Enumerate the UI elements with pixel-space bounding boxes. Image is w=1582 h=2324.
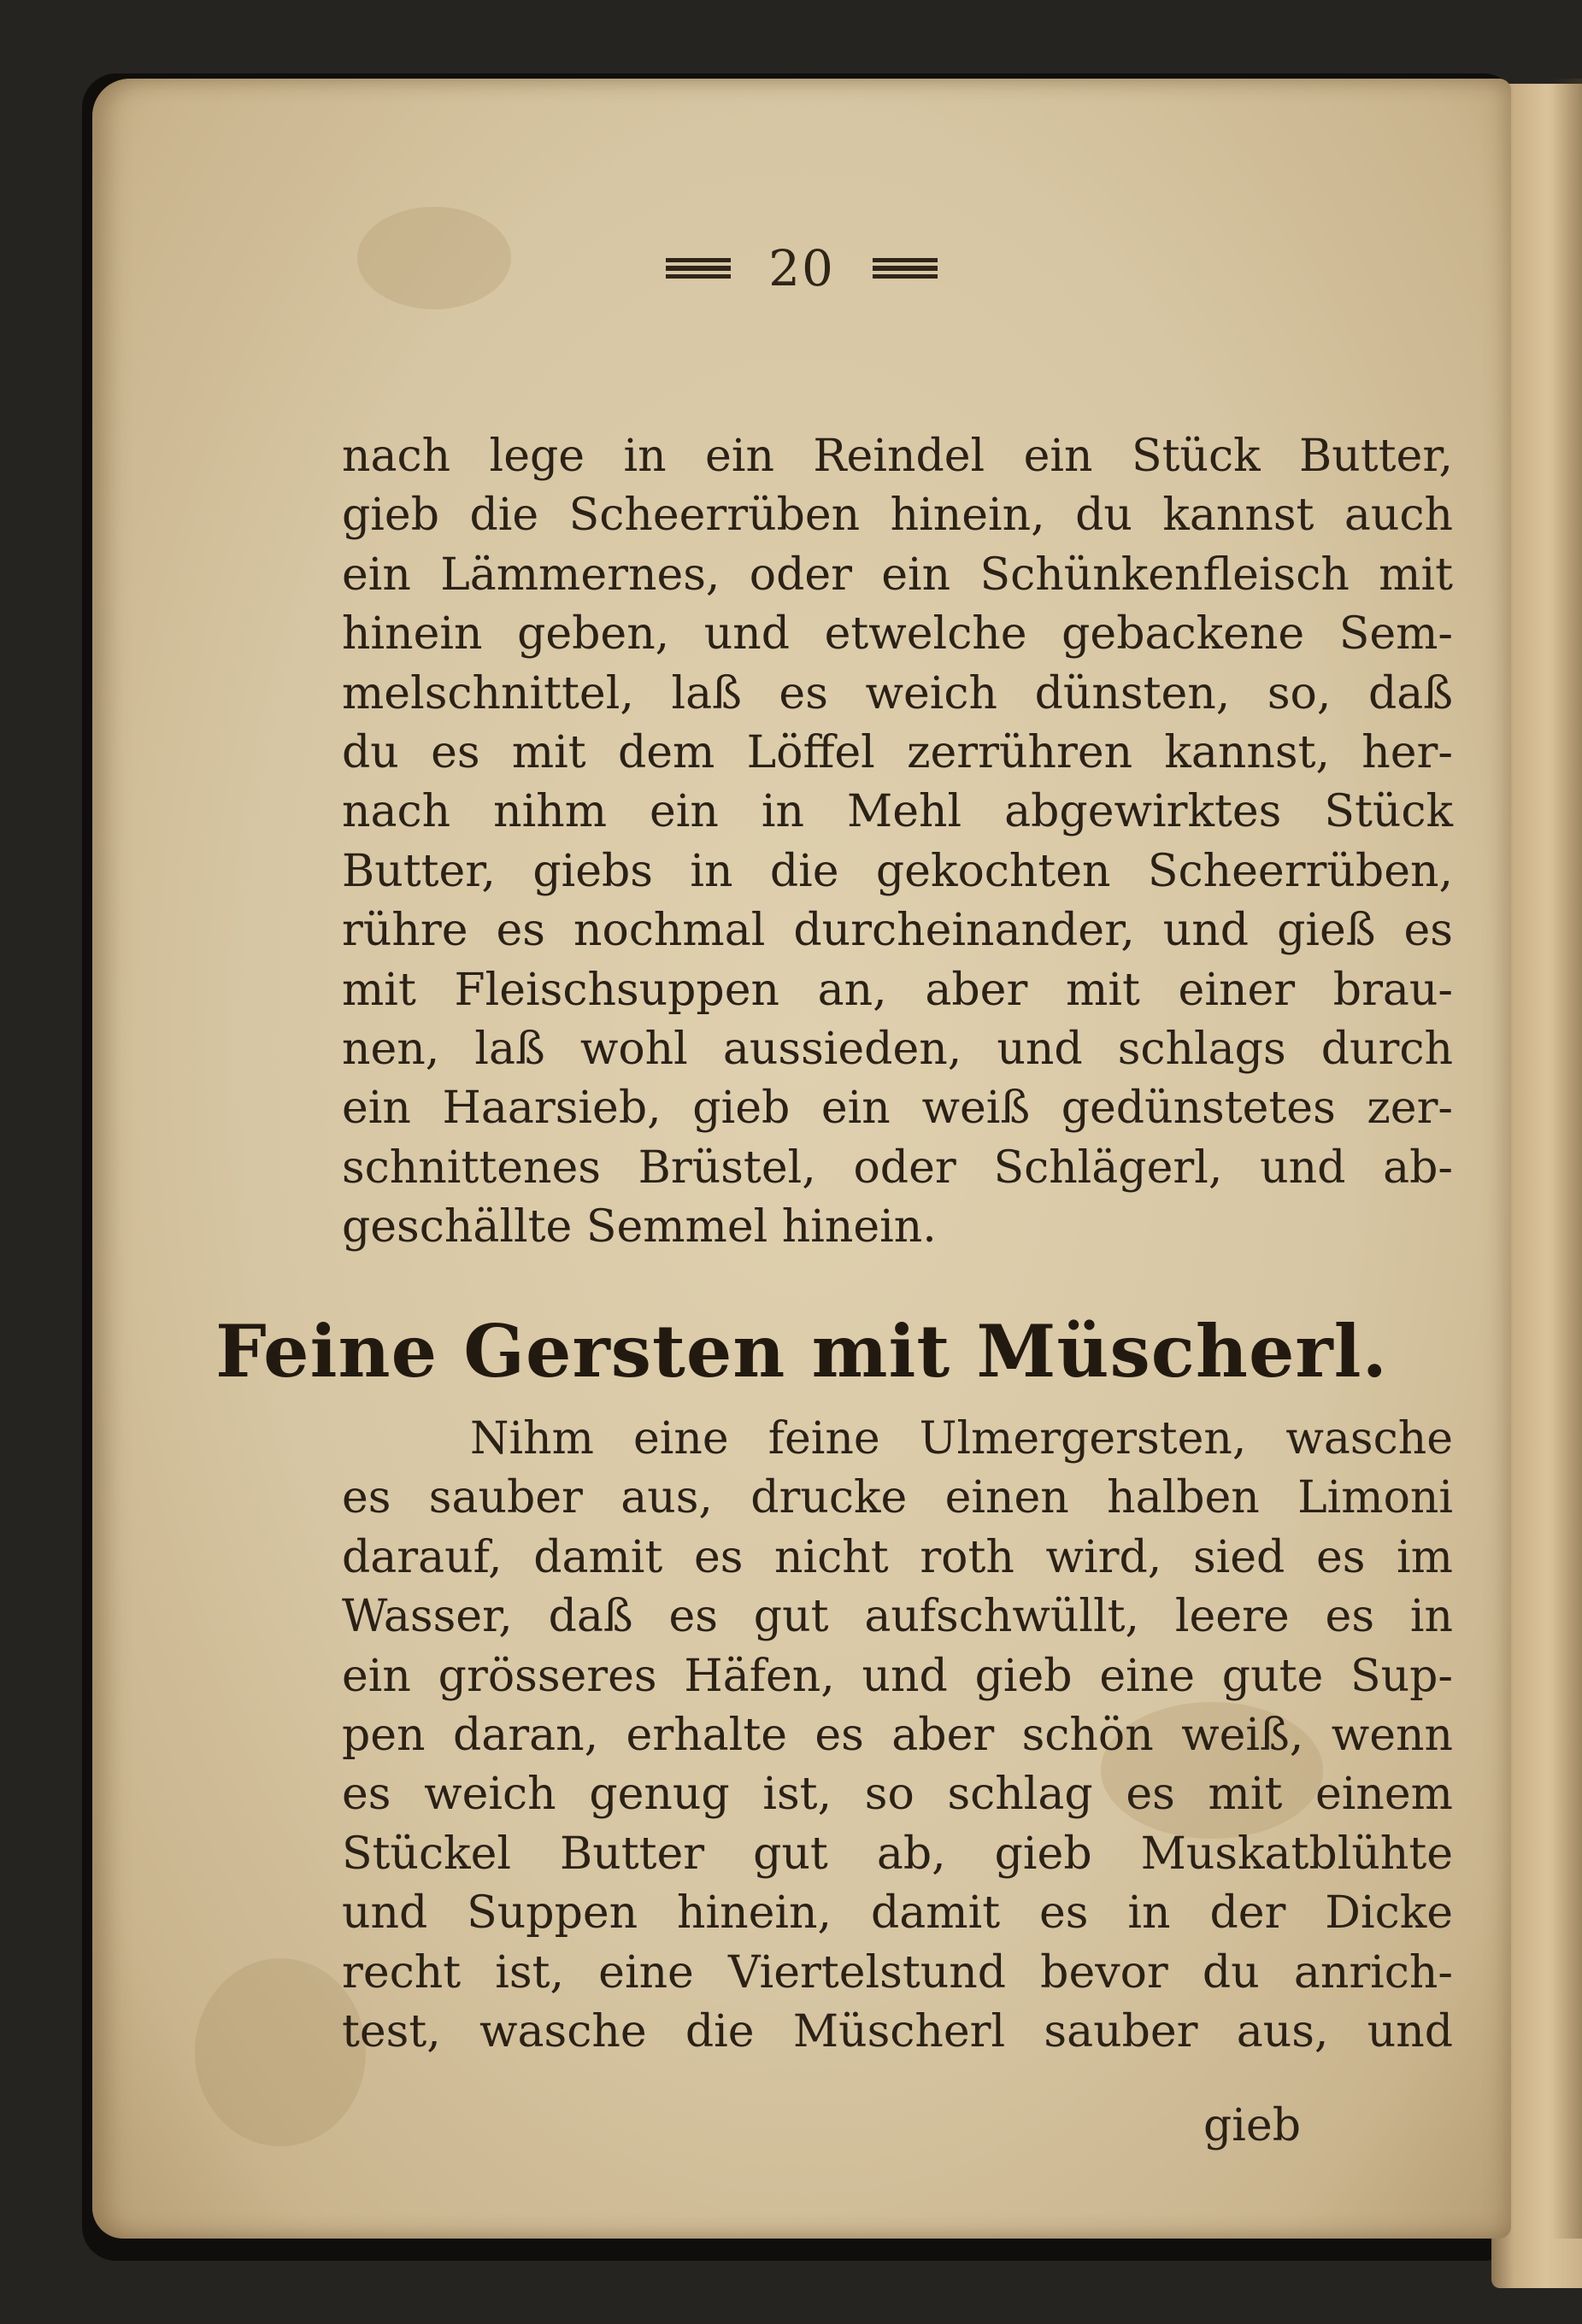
- text-line: geschällte Semmel hinein.: [342, 1201, 937, 1253]
- text-line: Stückel Butter gut ab, gieb Muskatblühte: [342, 1828, 1453, 1880]
- page-header: [92, 234, 1511, 302]
- text-line: nach lege in ein Reindel ein Stück Butter,: [342, 431, 1453, 482]
- book-page: [92, 79, 1511, 2239]
- text-line: Butter, giebs in die gekochten Scheerrüben,: [342, 845, 1453, 897]
- text-line: melschnittel, laß es weich dünsten, so, daß: [342, 667, 1453, 719]
- page-number: 20: [768, 239, 835, 297]
- text-line: nach nihm ein in Mehl abgewirktes Stück: [342, 786, 1453, 838]
- text-line: pen daran, erhalte es aber schön weiß, wenn: [342, 1709, 1453, 1761]
- text-line: es sauber aus, drucke einen halben Limoni: [342, 1472, 1453, 1524]
- text-line: und Suppen hinein, damit es in der Dicke: [342, 1887, 1453, 1940]
- text-line: rühre es nochmal durcheinander, und gieß es: [342, 905, 1453, 957]
- text-line: mit Fleischsuppen an, aber mit einer brau-: [342, 964, 1453, 1016]
- text-line: recht ist, eine Viertelstund bevor du anrich-: [342, 1946, 1453, 1998]
- recipe-paragraph-continued: [342, 427, 1453, 1257]
- text-line: hinein geben, und etwelche gebackene Sem-: [342, 608, 1453, 660]
- ornament-left-icon: [666, 256, 731, 280]
- paper-stain: [195, 1958, 366, 2146]
- recipe-heading: Feine Gersten mit Müscherl.: [215, 1309, 1388, 1394]
- text-line: darauf, damit es nicht roth wird, sied es im: [342, 1531, 1453, 1583]
- text-line: Wasser, daß es gut aufschwüllt, leere es in: [342, 1591, 1453, 1643]
- text-line: ein Haarsieb, gieb ein weiß gedünstetes zer-: [342, 1083, 1453, 1135]
- ornament-right-icon: [873, 256, 938, 280]
- text-line: test, wasche die Müscherl sauber aus, und: [342, 2005, 1453, 2057]
- page-gutter: [1552, 79, 1582, 2239]
- text-line: schnittenes Brüstel, oder Schlägerl, und ab-: [342, 1141, 1453, 1194]
- text-line: Nihm eine feine Ulmergersten, wasche: [470, 1413, 1453, 1464]
- recipe-paragraph: [342, 1410, 1453, 2062]
- text-line: ein grösseres Häfen, und gieb eine gute Sup-: [342, 1650, 1453, 1702]
- text-line: gieb die Scheerrüben hinein, du kannst auch: [342, 490, 1453, 542]
- text-line: ein Lämmernes, oder ein Schünkenfleisch mit: [342, 549, 1453, 601]
- text-line: du es mit dem Löffel zerrühren kannst, her-: [342, 726, 1453, 778]
- text-line: es weich genug ist, so schlag es mit einem: [342, 1769, 1453, 1821]
- catchword: gieb: [1203, 2100, 1301, 2151]
- text-line: nen, laß wohl aussieden, und schlags durch: [342, 1023, 1453, 1075]
